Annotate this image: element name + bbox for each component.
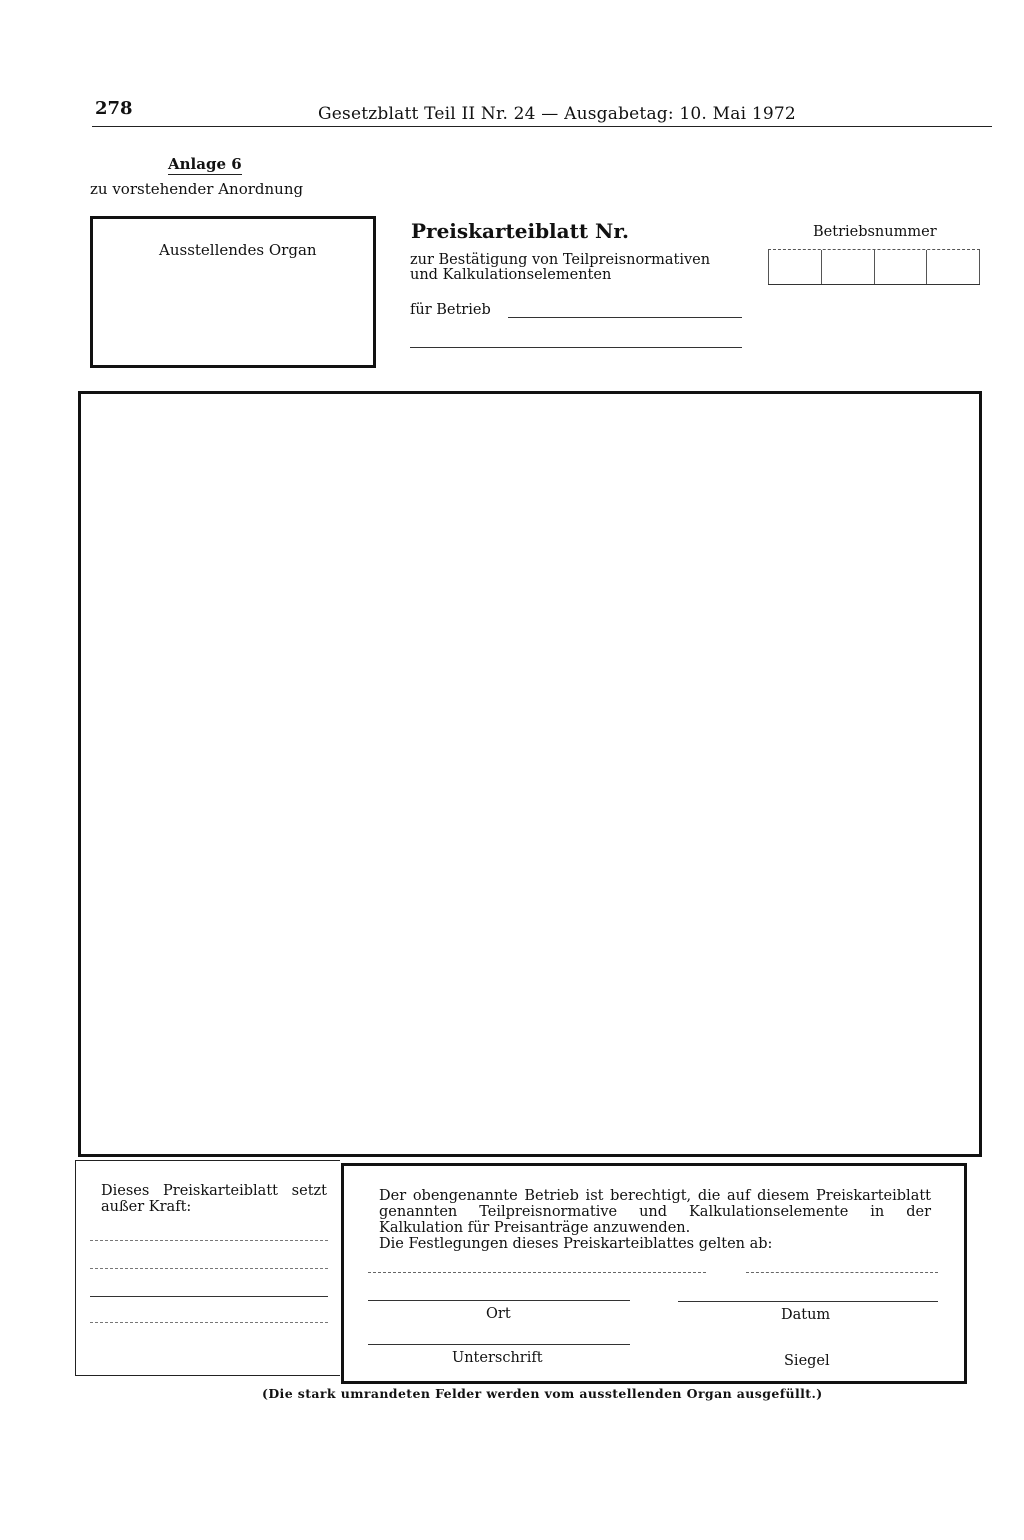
main-content-box[interactable]	[78, 391, 982, 1157]
place-line[interactable]	[368, 1300, 630, 1301]
signature-label: Unterschrift	[452, 1350, 543, 1366]
date-label: Datum	[781, 1307, 831, 1323]
card-title: Preiskarteiblatt Nr.	[411, 219, 629, 243]
issuer-label: Ausstellendes Organ	[159, 241, 317, 259]
footnote: (Die stark umrandeten Felder werden vom ausstellenden Organ ausgefüllt.)	[262, 1386, 823, 1401]
page-number: 278	[95, 98, 133, 119]
authorization-text: Der obengenannte Betrieb ist berechtigt, die auf diesem Preiskarteiblatt genannten Teilpreisnormative und Kalkulationselemente in der Kalkulation für Preisanträge anzuwenden.	[379, 1188, 931, 1236]
appendix-subtitle: zu vorstehender Anordnung	[90, 180, 304, 198]
card-subtitle-line-1: zur Bestätigung von Teilpreisnormativen	[410, 252, 711, 268]
company-field-line-2[interactable]	[410, 347, 742, 348]
place-label: Ort	[486, 1306, 511, 1322]
appendix-title: Anlage 6	[168, 155, 242, 173]
seal-label: Siegel	[784, 1353, 830, 1369]
invalidates-line[interactable]	[90, 1240, 328, 1241]
validity-line-left[interactable]	[368, 1272, 706, 1273]
company-number-cell[interactable]	[926, 250, 980, 284]
company-number-cell[interactable]	[821, 250, 874, 284]
issuer-box[interactable]	[90, 216, 376, 368]
company-number-field[interactable]	[768, 249, 980, 285]
date-line[interactable]	[678, 1301, 938, 1302]
company-field-line-1[interactable]	[508, 317, 742, 318]
header-rule	[92, 126, 992, 127]
invalidates-line[interactable]	[90, 1296, 328, 1297]
signature-line[interactable]	[368, 1344, 630, 1345]
company-number-cell[interactable]	[768, 250, 821, 284]
company-number-label: Betriebsnummer	[813, 224, 937, 240]
invalidates-line[interactable]	[90, 1322, 328, 1323]
running-header: Gesetzblatt Teil II Nr. 24 — Ausgabetag: 10. Mai 1972	[318, 104, 796, 124]
card-subtitle-line-2: und Kalkulationselementen	[410, 267, 612, 283]
validity-line-right[interactable]	[746, 1272, 938, 1273]
validity-text: Die Festlegungen dieses Preiskarteiblattes gelten ab:	[379, 1236, 773, 1252]
invalidates-line[interactable]	[90, 1268, 328, 1269]
invalidates-text: Dieses Preiskarteiblatt setzt außer Kraft:	[101, 1183, 327, 1215]
company-label: für Betrieb	[410, 302, 491, 318]
company-number-cell[interactable]	[874, 250, 927, 284]
